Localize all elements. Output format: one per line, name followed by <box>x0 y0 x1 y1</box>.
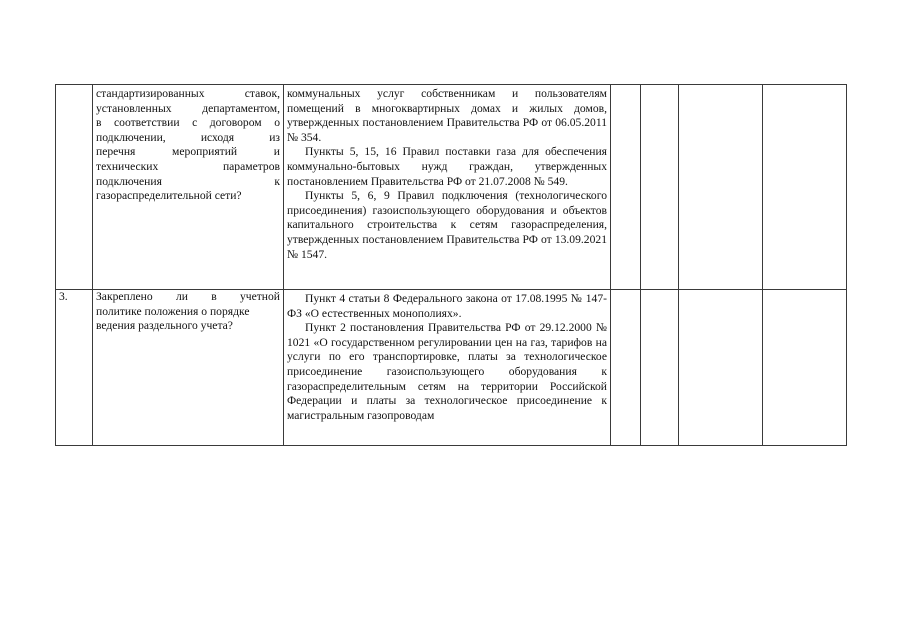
question-line: ведения раздельного учета? <box>96 319 233 333</box>
question-line: политике положения о порядке <box>96 304 250 318</box>
answer-cell-a <box>611 85 641 290</box>
answer-cell-d <box>763 85 847 290</box>
legal-basis-cell <box>284 85 611 290</box>
question-line: технических параметров <box>96 159 280 173</box>
question-line: газораспределительной сети? <box>96 189 242 203</box>
question-cell <box>93 290 284 446</box>
question-line: стандартизированных ставок, <box>96 87 280 100</box>
answer-cell-b <box>641 85 679 290</box>
answer-cell-c <box>679 290 763 446</box>
legal-basis-paragraph: Пункт 2 постановления Правительства РФ от 29.12.2000 № 1021 «О государственном регулировании цен на газ, тарифов на услуги по его транспортировке, платы за технологическое присоединение газоиспользующего оборудования к газораспределительным сетям на территории Российской Федерации и платы за технологическое присоединение к магистральным газопроводам <box>287 321 607 422</box>
question-line: подключении, исходя из <box>96 130 280 144</box>
legal-basis-paragraph: Пункты 5, 6, 9 Правил подключения (технологического присоединения) газоиспользующего оборудования и объектов капитального строительства к сетям газораспределения, утвержденных постановлением Правительства РФ от 13.09.2021 № 1547. <box>287 189 607 261</box>
table-row <box>56 85 847 290</box>
row-number-cell: 3. <box>56 290 93 446</box>
question-line: подключения к <box>96 174 280 188</box>
answer-cell-c <box>679 85 763 290</box>
table-row <box>56 290 847 446</box>
question-cell <box>93 85 284 290</box>
checklist-table <box>55 84 847 446</box>
legal-basis-paragraph: коммунальных услуг собственникам и пользователям помещений в многоквартирных домах и жилых домов, утвержденных постановлением Правительства РФ от 06.05.2011 № 354. <box>287 87 607 144</box>
legal-basis-paragraph: Пункт 4 статьи 8 Федерального закона от 17.08.1995 № 147-ФЗ «О естественных монополиях». <box>287 292 607 320</box>
question-line: Закреплено ли в учетной <box>96 290 280 303</box>
question-line: перечня мероприятий и <box>96 145 280 159</box>
legal-basis-paragraph: Пункты 5, 15, 16 Правил поставки газа для обеспечения коммунально-бытовых нужд граждан, утвержденных постановлением Правительства РФ от 21.07.2008 № 549. <box>287 145 607 188</box>
row-number-cell <box>56 85 93 290</box>
legal-basis-cell <box>284 290 611 446</box>
answer-cell-a <box>611 290 641 446</box>
answer-cell-d <box>763 290 847 446</box>
question-line: в соответствии с договором о <box>96 116 280 130</box>
answer-cell-b <box>641 290 679 446</box>
question-line: установленных департаментом, <box>96 101 280 115</box>
